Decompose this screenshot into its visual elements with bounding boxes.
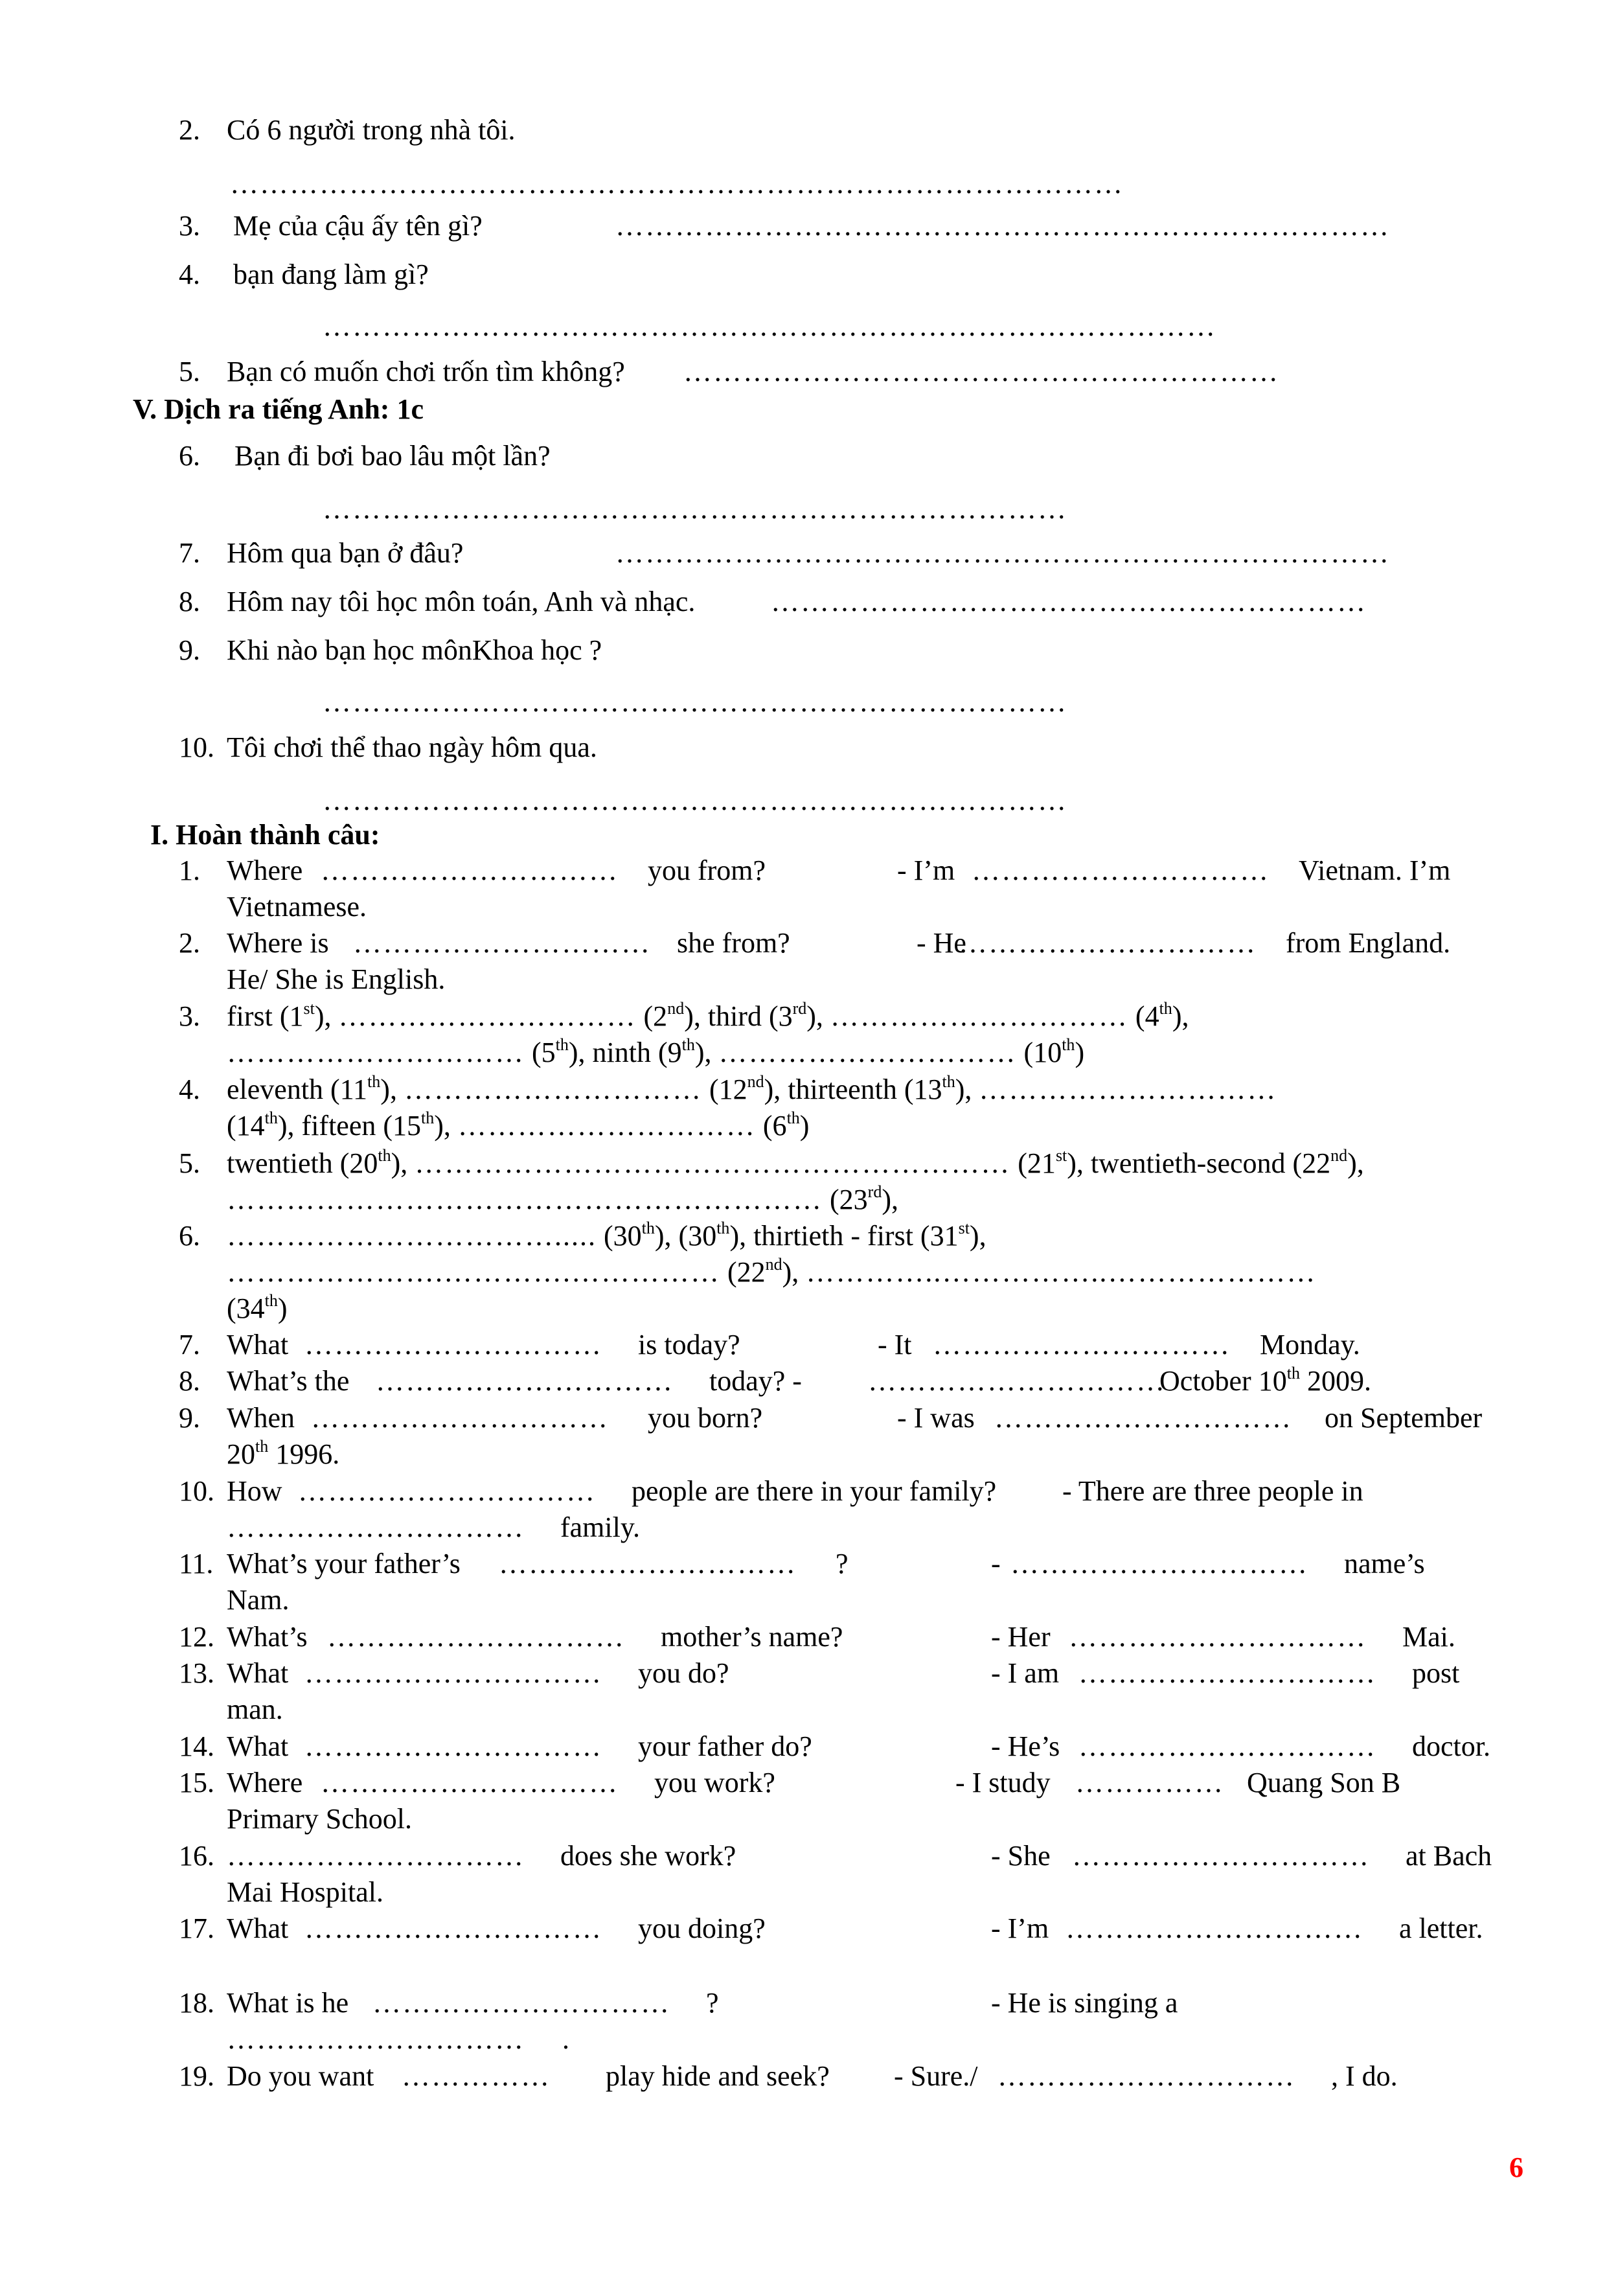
text: ), [806,1000,830,1032]
blank[interactable]: ………………………… [353,927,651,959]
item-number: 16. [179,1840,214,1872]
text: man. [227,1693,283,1725]
text: What’s the [227,1365,350,1397]
blank[interactable]: ………………………… [304,1912,602,1944]
blank[interactable]: ………………………… [972,855,1270,886]
item-number: 6. [179,1220,200,1252]
answer-line[interactable]: ………………………………………………………………… [323,493,1067,525]
text: you doing? [638,1912,766,1944]
blank[interactable]: ………………………… [718,1037,1017,1068]
text: ), [1172,1000,1189,1032]
item-text: Hôm qua bạn ở đâu? [227,537,464,569]
item-number: 10. [179,1475,214,1507]
text: twentieth (20 [227,1147,378,1179]
text: (30 [597,1220,642,1252]
superscript: th [1286,1364,1300,1383]
blank[interactable]: ………………………… [311,1402,609,1434]
blank[interactable]: ………………….………….…………… [227,1256,720,1288]
item-number: 3. [179,1000,200,1032]
item-number: 5. [179,356,200,387]
item-number: 13. [179,1657,214,1689]
text: 2009. [1299,1365,1371,1397]
item-number: 9. [179,1402,200,1434]
text: ), [1347,1147,1364,1179]
text: you born? [648,1402,763,1434]
text: Vietnam [1299,855,1395,886]
text: she from? [677,927,790,959]
item-number: 8. [179,1365,200,1397]
item-number: 1. [179,855,200,886]
item-text: Bạn đi bơi bao lâu một lần? [234,440,551,472]
text: Vietnamese. [227,891,367,923]
blank[interactable]: ………………………… [979,1073,1277,1105]
text: ), [882,1184,898,1215]
text: ? [706,1987,719,2019]
superscript: st [303,999,315,1018]
text: name’s [1344,1548,1425,1579]
answer-line[interactable]: …………………………………………………… [771,586,1367,617]
superscript: nd [747,1072,764,1091]
text: Where [227,1767,303,1798]
item-text: Có 6 người trong nhà tôi. [227,114,516,146]
text: ), [314,1000,339,1032]
text: mother’s name? [661,1621,843,1653]
blank[interactable]: ………………………… [1069,1621,1367,1653]
text: (2 [636,1000,668,1032]
blank[interactable]: ………………………… [298,1475,596,1507]
answer-line[interactable]: ………………………………………………………………… [323,785,1067,816]
blank[interactable]: …………… [1075,1767,1224,1798]
superscript: th [264,1108,278,1127]
text: a letter. [1399,1912,1483,1944]
text: He/ She is English. [227,963,446,995]
text: (12 [701,1073,747,1105]
item-text: Khi nào bạn học mônKhoa học ? [227,634,602,666]
text: Monday. [1260,1329,1360,1360]
text: at Bach [1406,1840,1492,1872]
answer-line[interactable]: ……………………………………………………………………………… [323,310,1216,342]
text: When [227,1402,295,1434]
blank[interactable]: ………………………… [338,1000,637,1032]
text: - He’s [991,1730,1060,1762]
item-number: 8. [179,586,200,617]
section-v-heading: V. Dịch ra tiếng Anh: 1c [133,393,424,425]
blank[interactable]: ………………………… [997,2060,1295,2092]
item-text: Tôi chơi thể thao ngày hôm qua. [227,731,597,763]
superscript: th [367,1072,381,1091]
text: What is he [227,1987,349,2019]
item-number: 10. [179,731,214,763]
text: . [562,2023,569,2055]
text: What [227,1329,289,1360]
superscript: th [378,1146,391,1165]
superscript: st [958,1219,970,1237]
blank[interactable]: …………..……………..………………… [806,1256,1317,1288]
blank[interactable]: ………………………… [1072,1840,1370,1872]
blank[interactable]: ………………………… [227,2023,525,2055]
superscript: th [1062,1035,1075,1054]
text: Do you want [227,2060,374,2092]
text: family. [560,1511,640,1543]
blank[interactable]: ………………………… [327,1621,625,1653]
text: ), ninth (9 [568,1037,682,1068]
blank[interactable]: ………………………… [227,1840,525,1872]
text: Mai. [1402,1621,1455,1653]
text: post [1412,1657,1460,1689]
text: ), [391,1147,415,1179]
blank[interactable]: ………………………… [499,1548,797,1579]
text: Quang Son B [1247,1767,1401,1798]
item-number: 7. [179,537,200,569]
answer-line[interactable]: …………………………………………………………………… [615,537,1390,569]
text: ), (30 [654,1220,717,1252]
blank[interactable]: …………………………………………………… [415,1147,1011,1179]
blank[interactable]: …………… [402,2060,551,2092]
text: your father do? [638,1730,812,1762]
text: ), [434,1110,458,1142]
text: people are there in your family? [632,1475,997,1507]
text: ) [799,1110,810,1142]
superscript: th [255,1437,269,1456]
blank[interactable]: ………………………… [959,927,1257,959]
text: eleventh (11 [227,1073,368,1105]
text: - Her [991,1621,1051,1653]
text: What [227,1912,289,1944]
item-number: 5. [179,1147,200,1179]
text: today? - [709,1365,802,1397]
text: ), [969,1220,986,1252]
blank[interactable]: ………………………… [304,1657,602,1689]
page-number: 6 [1509,2152,1523,2183]
text: - I was [897,1402,975,1434]
answer-line[interactable]: ………………………………………………………………… [323,686,1067,718]
item-number: 4. [179,258,200,290]
text: How [227,1475,282,1507]
text: - [991,1548,1001,1579]
superscript: st [1055,1146,1067,1165]
text: - I’m [991,1912,1049,1944]
blank[interactable]: ………………………… [227,1037,525,1068]
text: 1996. [268,1438,340,1470]
text: doctor. [1412,1730,1490,1762]
blank[interactable]: ………………………… [321,855,619,886]
text: Mai Hospital. [227,1876,383,1908]
text: ) [1075,1037,1085,1068]
blank[interactable]: ………………………… [1078,1730,1376,1762]
superscript: nd [667,999,685,1018]
text: Nam. [227,1584,290,1616]
blank[interactable]: ………………………… [830,1000,1128,1032]
text: (5 [525,1037,556,1068]
answer-line[interactable]: …………………………………………………… [683,356,1279,387]
text: - I am [991,1657,1060,1689]
item-number: 6. [179,440,200,472]
text: . I’m [1395,855,1451,886]
blank[interactable]: ………………………… [868,1365,1166,1397]
text: ), fifteen (15 [277,1110,422,1142]
text: ), [380,1073,404,1105]
blank[interactable]: ………………………… [304,1329,602,1360]
text: - Sure./ [894,2060,978,2092]
text: you do? [638,1657,729,1689]
item-number: 19. [179,2060,214,2092]
superscript: th [942,1072,955,1091]
text: (34 [227,1292,265,1324]
text: ), [955,1073,979,1105]
superscript: th [421,1108,435,1127]
section-i-heading: I. Hoàn thành câu: [150,819,380,851]
superscript: nd [1330,1146,1348,1165]
text: (4 [1128,1000,1159,1032]
text: - I study [955,1767,1051,1798]
item-number: 2. [179,927,200,959]
text: ), third (3 [684,1000,793,1032]
item-number: 3. [179,210,200,242]
blank[interactable]: ……………………………..... [227,1220,597,1252]
blank[interactable]: ………………………… [1010,1548,1308,1579]
item-text: Mẹ của cậu ấy tên gì? [233,210,483,242]
text: , I do. [1331,2060,1398,2092]
text: Where [227,855,303,886]
text: you from? [648,855,766,886]
text: - He is singing a [991,1987,1178,2019]
text: ), [694,1037,719,1068]
superscript: th [555,1035,569,1054]
text: What [227,1730,289,1762]
superscript: th [716,1219,730,1237]
text: ), thirteenth (13 [764,1073,942,1105]
text: - He [917,927,966,959]
text: ), thirtieth - first (31 [729,1220,959,1252]
text: - There are three people in [1062,1475,1363,1507]
item-number: 15. [179,1767,214,1798]
text: 20 [227,1438,255,1470]
blank[interactable]: ………………………… [457,1110,756,1142]
item-number: 14. [179,1730,214,1762]
superscript: th [786,1108,800,1127]
item-number: 7. [179,1329,200,1360]
text: ), twentieth-second (22 [1067,1147,1331,1179]
item-number: 18. [179,1987,214,2019]
text: ? [836,1548,849,1579]
text: October 10 [1159,1365,1287,1397]
text: on September [1325,1402,1483,1434]
item-number: 9. [179,634,200,666]
blank[interactable]: ………………………… [933,1329,1231,1360]
item-text: bạn đang làm gì? [233,258,429,290]
text: (6 [755,1110,787,1142]
text: - She [991,1840,1051,1872]
text: (22 [720,1256,766,1288]
item-text: Hôm nay tôi học môn toán, Anh và nhạc. [227,586,696,617]
blank[interactable]: ………………………… [372,1987,670,2019]
superscript: th [1159,999,1172,1018]
superscript: rd [867,1182,882,1201]
text: (14 [227,1110,265,1142]
text: play hide and seek? [606,2060,830,2092]
text: (10 [1016,1037,1062,1068]
blank[interactable]: ………………………… [1078,1657,1376,1689]
text: ), [782,1256,806,1288]
text: from England. [1286,927,1451,959]
text: Primary School. [227,1803,412,1835]
item-number: 17. [179,1912,214,1944]
text: is today? [638,1329,740,1360]
text: What’s [227,1621,308,1653]
text: - It [878,1329,912,1360]
blank[interactable]: ………………………… [227,1511,525,1543]
superscript: th [641,1219,655,1237]
superscript: th [681,1035,695,1054]
text: What’s your father’s [227,1548,461,1579]
text: does she work? [560,1840,736,1872]
text: you work? [654,1767,775,1798]
blank[interactable]: ………………………… [304,1730,602,1762]
item-number: 11. [179,1548,214,1579]
item-number: 12. [179,1621,214,1653]
item-number: 2. [179,114,200,146]
text: first (1 [227,1000,304,1032]
text: (21 [1010,1147,1056,1179]
text: Where is [227,927,329,959]
text: (23 [823,1184,868,1215]
blank[interactable]: …………………………………………………… [227,1184,823,1215]
blank[interactable]: ………………………… [404,1073,702,1105]
blank[interactable]: ………………………… [1066,1912,1363,1944]
text: - I’m [897,855,955,886]
superscript: th [264,1291,278,1310]
superscript: rd [792,999,807,1018]
superscript: nd [765,1255,782,1274]
blank[interactable]: ………………………… [376,1365,674,1397]
text: ) [277,1292,288,1324]
answer-line[interactable]: ……………………………………………………………………………… [230,168,1124,200]
item-text: Bạn có muốn chơi trốn tìm không? [227,356,625,387]
text: What [227,1657,289,1689]
blank[interactable]: ………………………… [321,1767,619,1798]
blank[interactable]: ………………………… [994,1402,1292,1434]
answer-line[interactable]: …………………………………………………………………… [615,210,1390,242]
item-number: 4. [179,1073,200,1105]
